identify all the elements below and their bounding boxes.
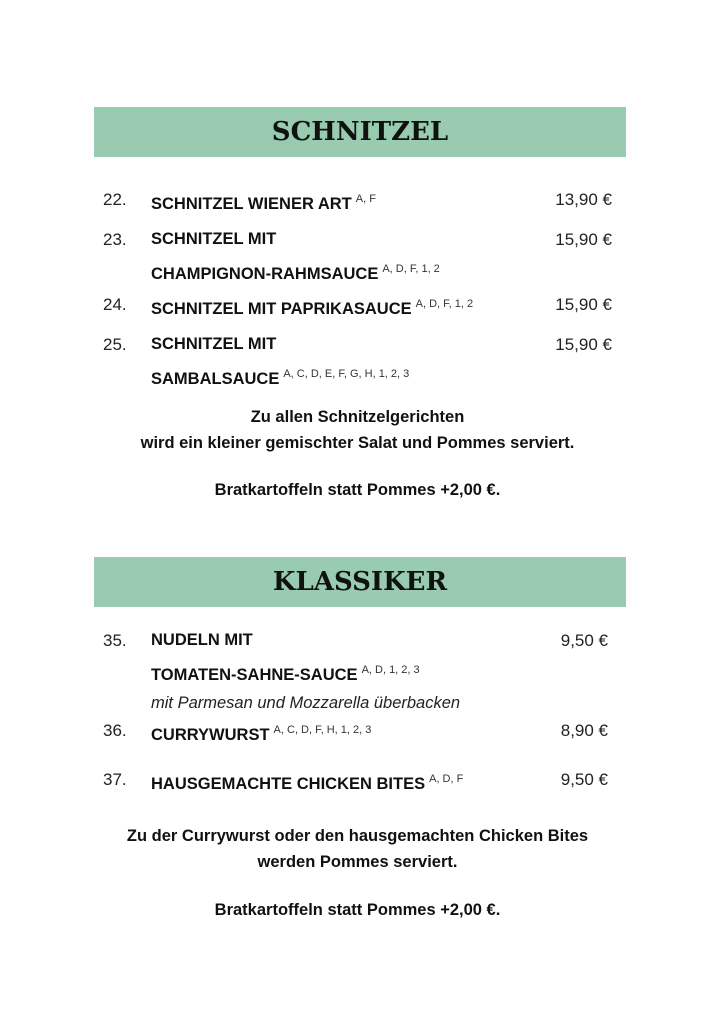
section-title: SCHNITZEL <box>271 117 449 147</box>
item-price: 8,90 € <box>560 721 608 740</box>
item-name-line: HAUSGEMACHTE CHICKEN BITES <box>151 775 426 793</box>
item-number: 25. <box>103 335 127 354</box>
item-number: 23. <box>103 230 127 249</box>
item-price: 15,90 € <box>555 295 612 314</box>
item-name <box>151 289 473 324</box>
surcharge-note <box>0 897 715 923</box>
item-name-line: SCHNITZEL MIT PAPRIKASAUCE <box>151 300 412 318</box>
item-number: 37. <box>103 770 127 789</box>
allergen-codes: A, D, F, 1, 2 <box>415 298 474 310</box>
surcharge-text: Bratkartoffeln statt Pommes +2,00 €. <box>214 481 501 499</box>
side-dish-note <box>0 823 715 875</box>
item-name <box>151 329 409 394</box>
item-name-line: CHAMPIGNON-RAHMSAUCE <box>151 265 379 283</box>
allergen-codes: A, C, D, E, F, G, H, 1, 2, 3 <box>283 368 410 380</box>
item-name <box>151 764 463 799</box>
item-number: 22. <box>103 190 127 209</box>
item-price: 15,90 € <box>555 335 612 354</box>
item-name <box>151 625 460 716</box>
allergen-codes: A, D, 1, 2, 3 <box>361 664 420 676</box>
note-line: wird ein kleiner gemischter Salat und Pommes serviert. <box>140 434 575 452</box>
allergen-codes: A, C, D, F, H, 1, 2, 3 <box>273 724 372 736</box>
note-line: werden Pommes serviert. <box>257 853 458 871</box>
allergen-codes: A, D, F <box>429 773 464 785</box>
item-price: 15,90 € <box>555 230 612 249</box>
allergen-codes: A, D, F, 1, 2 <box>382 263 440 275</box>
note-line: Zu allen Schnitzelgerichten <box>250 408 465 426</box>
section-title: KLASSIKER <box>272 567 448 597</box>
item-price: 13,90 € <box>555 190 612 209</box>
item-name <box>151 224 440 289</box>
item-number: 24. <box>103 295 127 314</box>
item-name-line: SCHNITZEL MIT <box>151 230 277 248</box>
note-line: Zu der Currywurst oder den hausgemachten Chicken Bites <box>126 827 589 845</box>
item-price: 9,50 € <box>560 631 608 650</box>
item-name <box>151 715 371 750</box>
item-number: 35. <box>103 631 127 650</box>
item-number: 36. <box>103 721 127 740</box>
item-name-line: SAMBALSAUCE <box>151 370 280 388</box>
item-name-line: TOMATEN-SAHNE-SAUCE <box>151 666 358 684</box>
item-name-line: CURRYWURST <box>151 726 270 744</box>
item-description: mit Parmesan und Mozzarella überbacken <box>151 694 461 712</box>
item-name-line: SCHNITZEL WIENER ART <box>151 195 352 213</box>
surcharge-text: Bratkartoffeln statt Pommes +2,00 €. <box>214 901 501 919</box>
item-name <box>151 184 376 219</box>
section-banner-schnitzel <box>94 107 626 157</box>
side-dish-note <box>0 404 715 456</box>
section-banner-klassiker <box>94 557 626 607</box>
item-name-line: SCHNITZEL MIT <box>151 335 277 353</box>
surcharge-note <box>0 477 715 503</box>
item-name-line: NUDELN MIT <box>151 631 253 649</box>
item-price: 9,50 € <box>560 770 608 789</box>
allergen-codes: A, F <box>355 193 376 205</box>
